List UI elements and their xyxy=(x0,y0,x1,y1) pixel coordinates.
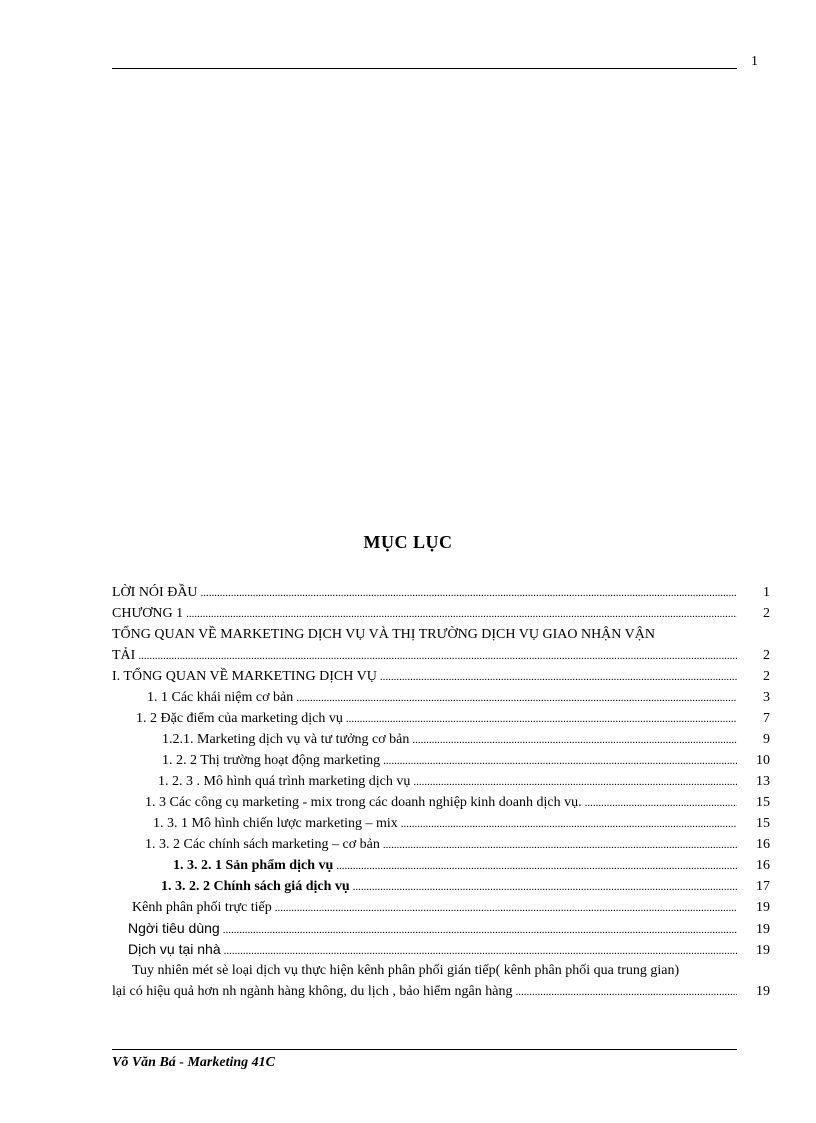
toc-entry-page: 2 xyxy=(763,606,770,621)
toc-entry-page: 7 xyxy=(763,711,770,726)
toc-leader-dots xyxy=(412,729,737,751)
toc-entry-page: 13 xyxy=(756,774,770,789)
toc-leader-dots xyxy=(223,919,737,941)
toc-entry[interactable] xyxy=(112,813,770,834)
toc-entry-label: Ngời tiêu dùng xyxy=(128,920,220,936)
toc-leader-dots xyxy=(346,708,737,730)
toc-leader-dots xyxy=(413,771,737,793)
toc-leader-dots xyxy=(383,750,737,772)
toc-leader-dots xyxy=(186,603,737,625)
toc-entry[interactable] xyxy=(112,792,770,813)
toc-leader-dots xyxy=(224,940,737,962)
toc-entry-label: 1. 3. 2. 1 Sản phẩm dịch vụ xyxy=(173,858,334,873)
toc-entry[interactable] xyxy=(112,771,770,792)
header-rule xyxy=(112,68,737,69)
toc-leader-dots xyxy=(296,687,737,709)
toc-entry[interactable] xyxy=(112,897,770,918)
toc-entry-label: 1. 1 Các khái niệm cơ bản xyxy=(147,690,294,705)
toc-leader-dots xyxy=(401,813,737,835)
toc-leader-dots xyxy=(353,876,737,898)
toc-entry[interactable] xyxy=(112,582,770,603)
toc-entry[interactable] xyxy=(112,960,770,981)
toc-entry-label: 1. 3. 2 Các chính sách marketing – cơ bản xyxy=(145,837,380,852)
footer-rule xyxy=(112,1049,737,1050)
toc-entry-page: 19 xyxy=(756,943,770,958)
toc-entry-page: 2 xyxy=(763,669,770,684)
toc-entry-page: 16 xyxy=(756,837,770,852)
toc-leader-dots xyxy=(336,855,737,877)
toc-entry-label: LỜI NÓI ĐẦU xyxy=(112,585,198,600)
toc-entry-label: 1. 2. 2 Thị trường hoạt động marketing xyxy=(162,753,381,768)
toc-entry-page: 3 xyxy=(763,690,770,705)
toc-leader-dots xyxy=(275,897,737,919)
toc-entry-label: 1. 2. 3 . Mô hình quá trình marketing dịch vụ xyxy=(158,774,411,789)
toc-leader-dots xyxy=(383,834,737,856)
toc-entry-label: Tuy nhiên mét sè loại dịch vụ thực hiện kênh phân phối gián tiếp( kênh phân phối qua trung gian) xyxy=(132,963,680,978)
toc-entry-label: 1. 3. 1 Mô hình chiến lược marketing – mix xyxy=(153,816,398,831)
toc-entry-page: 15 xyxy=(756,795,770,810)
toc-entry-page: 1 xyxy=(763,585,770,600)
table-of-contents xyxy=(112,582,770,1002)
toc-entry-page: 19 xyxy=(756,984,770,999)
toc-entry[interactable] xyxy=(112,666,770,687)
toc-entry-label: 1. 3. 2. 2 Chính sách giá dịch vụ xyxy=(161,879,350,894)
toc-entry-page: 19 xyxy=(756,922,770,937)
toc-entry-page: 2 xyxy=(763,648,770,663)
toc-leader-dots xyxy=(138,645,737,667)
toc-entry-page: 10 xyxy=(756,753,770,768)
toc-entry-label: 1. 3 Các công cụ marketing - mix trong các doanh nghiệp kinh doanh dịch vụ. xyxy=(145,795,582,810)
toc-entry-label: CHƯƠNG 1 xyxy=(112,606,184,621)
toc-leader-dots xyxy=(515,981,737,1003)
toc-entry[interactable] xyxy=(112,876,770,897)
toc-entry[interactable] xyxy=(112,603,770,624)
toc-entry-label: 1. 2 Đặc điểm của marketing dịch vụ xyxy=(136,711,343,726)
toc-entry-label: Kênh phân phối trực tiếp xyxy=(132,900,272,915)
toc-entry-label: I. TỔNG QUAN VỀ MARKETING DỊCH VỤ xyxy=(112,669,377,684)
toc-leader-dots xyxy=(380,666,737,688)
toc-entry[interactable] xyxy=(112,855,770,876)
toc-entry-page: 9 xyxy=(763,732,770,747)
toc-entry[interactable] xyxy=(112,708,770,729)
toc-leader-dots xyxy=(585,792,737,814)
footer-author: Võ Văn Bá - Marketing 41C xyxy=(112,1055,275,1070)
toc-entry-label: TẢI xyxy=(112,648,136,663)
toc-entry-label: Dịch vụ tại nhà xyxy=(128,941,221,957)
toc-entry[interactable] xyxy=(112,750,770,771)
toc-entry[interactable] xyxy=(112,981,770,1002)
toc-entry-label: TỔNG QUAN VỀ MARKETING DỊCH VỤ VÀ THỊ TRƯỜNG DỊCH VỤ GIAO NHẬN VẬN xyxy=(112,627,655,642)
toc-entry-page: 15 xyxy=(756,816,770,831)
toc-entry[interactable] xyxy=(112,729,770,750)
toc-entry[interactable] xyxy=(112,645,770,666)
toc-entry-page: 19 xyxy=(756,900,770,915)
toc-entry[interactable] xyxy=(112,918,770,939)
toc-entry-label: lại có hiệu quả hơn nh ngành hàng không, du lịch , bảo hiểm ngân hàng xyxy=(112,984,513,999)
toc-entry[interactable] xyxy=(112,687,770,708)
toc-entry[interactable] xyxy=(112,939,770,960)
toc-entry-label: 1.2.1. Marketing dịch vụ và tư tưởng cơ bản xyxy=(162,732,410,747)
page-number: 1 xyxy=(751,54,758,69)
toc-entry[interactable] xyxy=(112,834,770,855)
toc-entry[interactable] xyxy=(112,624,770,645)
toc-entry-page: 17 xyxy=(756,879,770,894)
toc-leader-dots xyxy=(201,582,737,604)
toc-entry-page: 16 xyxy=(756,858,770,873)
toc-title: MỤC LỤC xyxy=(363,532,453,552)
